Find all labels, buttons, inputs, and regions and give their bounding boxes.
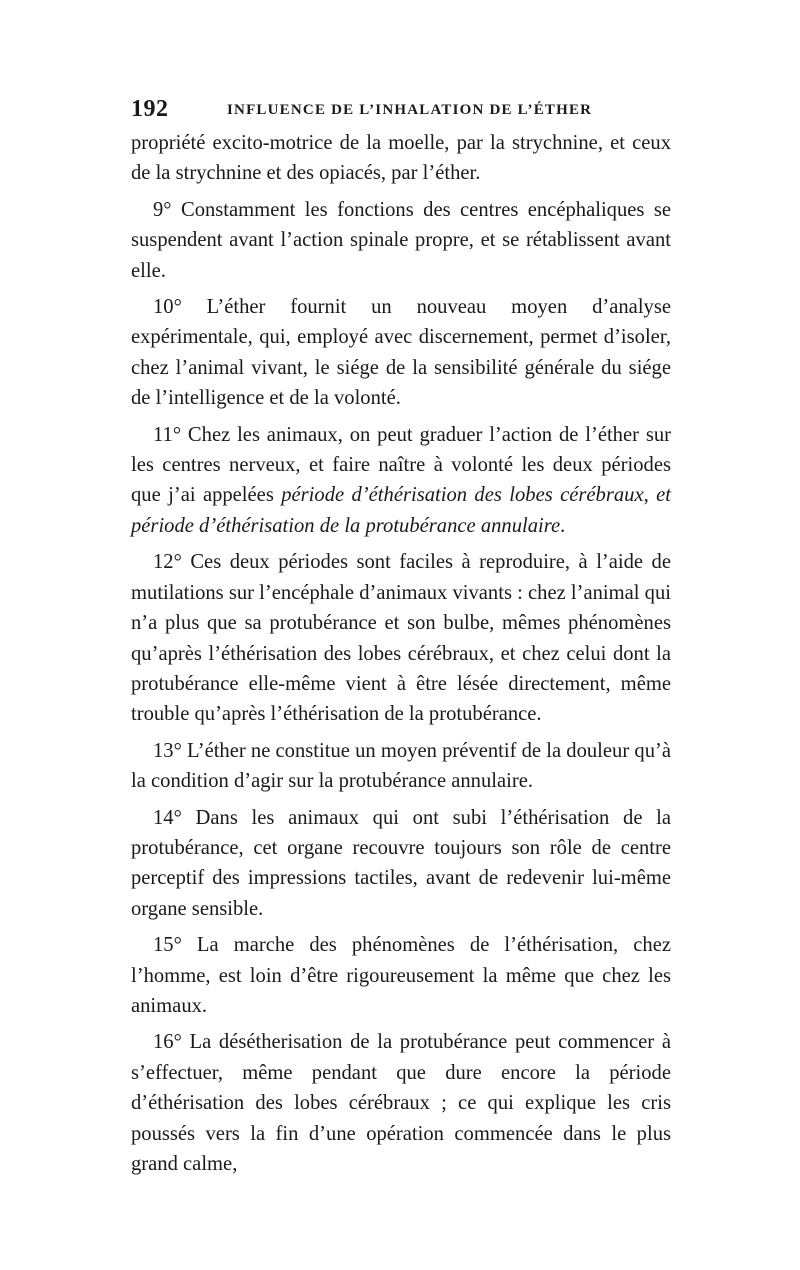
- paragraph-11: [131, 420, 671, 542]
- running-head: INFLUENCE DE L’INHALATION DE L’ÉTHER: [227, 102, 593, 118]
- paragraph-15: 15° La marche des phénomènes de l’éthérisation, chez l’homme, est loin d’être rigoureusement la même que chez les animaux.: [131, 934, 671, 1017]
- paragraph-14: 14° Dans les animaux qui ont subi l’éthérisation de la protubérance, cet organe recouvre toujours son rôle de centre perceptif des impressions tactiles, avant de redevenir lui-même organe sensible.: [131, 806, 671, 920]
- body-text: [131, 128, 671, 1179]
- paragraph-11-italic-a: période d’éthérisation des lobes cérébraux: [281, 484, 644, 507]
- paragraph-16: 16° La désétherisation de la protubérance peut commencer à s’effectuer, même pendant que dure encore la période d’éthérisation des lobes cérébraux ; ce qui explique les cris poussés vers la fin d’une opération commencée dans le plus grand calme,: [131, 1031, 671, 1175]
- paragraph-11-text-b: ,: [643, 484, 657, 507]
- page-header: [131, 96, 671, 126]
- paragraph-11-text-a: 11° Chez les animaux, on peut graduer l’action de l’éther sur les centres nerveux, et faire naître à volonté les deux périodes que j’ai appelées: [131, 423, 671, 507]
- paragraph-continued: propriété excito-motrice de la moelle, par la strychnine, et ceux de la strychnine et des opiacés, par l’éther.: [131, 132, 671, 185]
- paragraph-10: 10° L’éther fournit un nouveau moyen d’analyse expérimentale, qui, employé avec discernement, permet d’isoler, chez l’animal vivant, le siége de la sensibilité générale du siége de l’intelligence et de la volonté.: [131, 296, 671, 410]
- paragraph-13: 13° L’éther ne constitue un moyen préventif de la douleur qu’à la condition d’agir sur la protubérance annulaire.: [131, 739, 671, 793]
- page-number: 192: [131, 96, 169, 122]
- paragraph-11-italic-b: et période d’éthérisation de la protubérance annulaire: [131, 484, 671, 537]
- paragraph-12: 12° Ces deux périodes sont faciles à reproduire, à l’aide de mutilations sur l’encéphale d’animaux vivants : chez l’animal qui n’a plus que sa protubérance et son bulbe, mêmes phénomènes qu’après l’éthérisation des lobes cérébraux, et chez celui dont la protubérance elle-même vient à être lésée directement, même trouble qu’après l’éthérisation de la protubérance.: [131, 551, 671, 726]
- paragraph-11-text-c: .: [560, 514, 566, 537]
- paragraph-9: 9° Constamment les fonctions des centres encéphaliques se suspendent avant l’action spinale propre, et se rétablissent avant elle.: [131, 198, 671, 282]
